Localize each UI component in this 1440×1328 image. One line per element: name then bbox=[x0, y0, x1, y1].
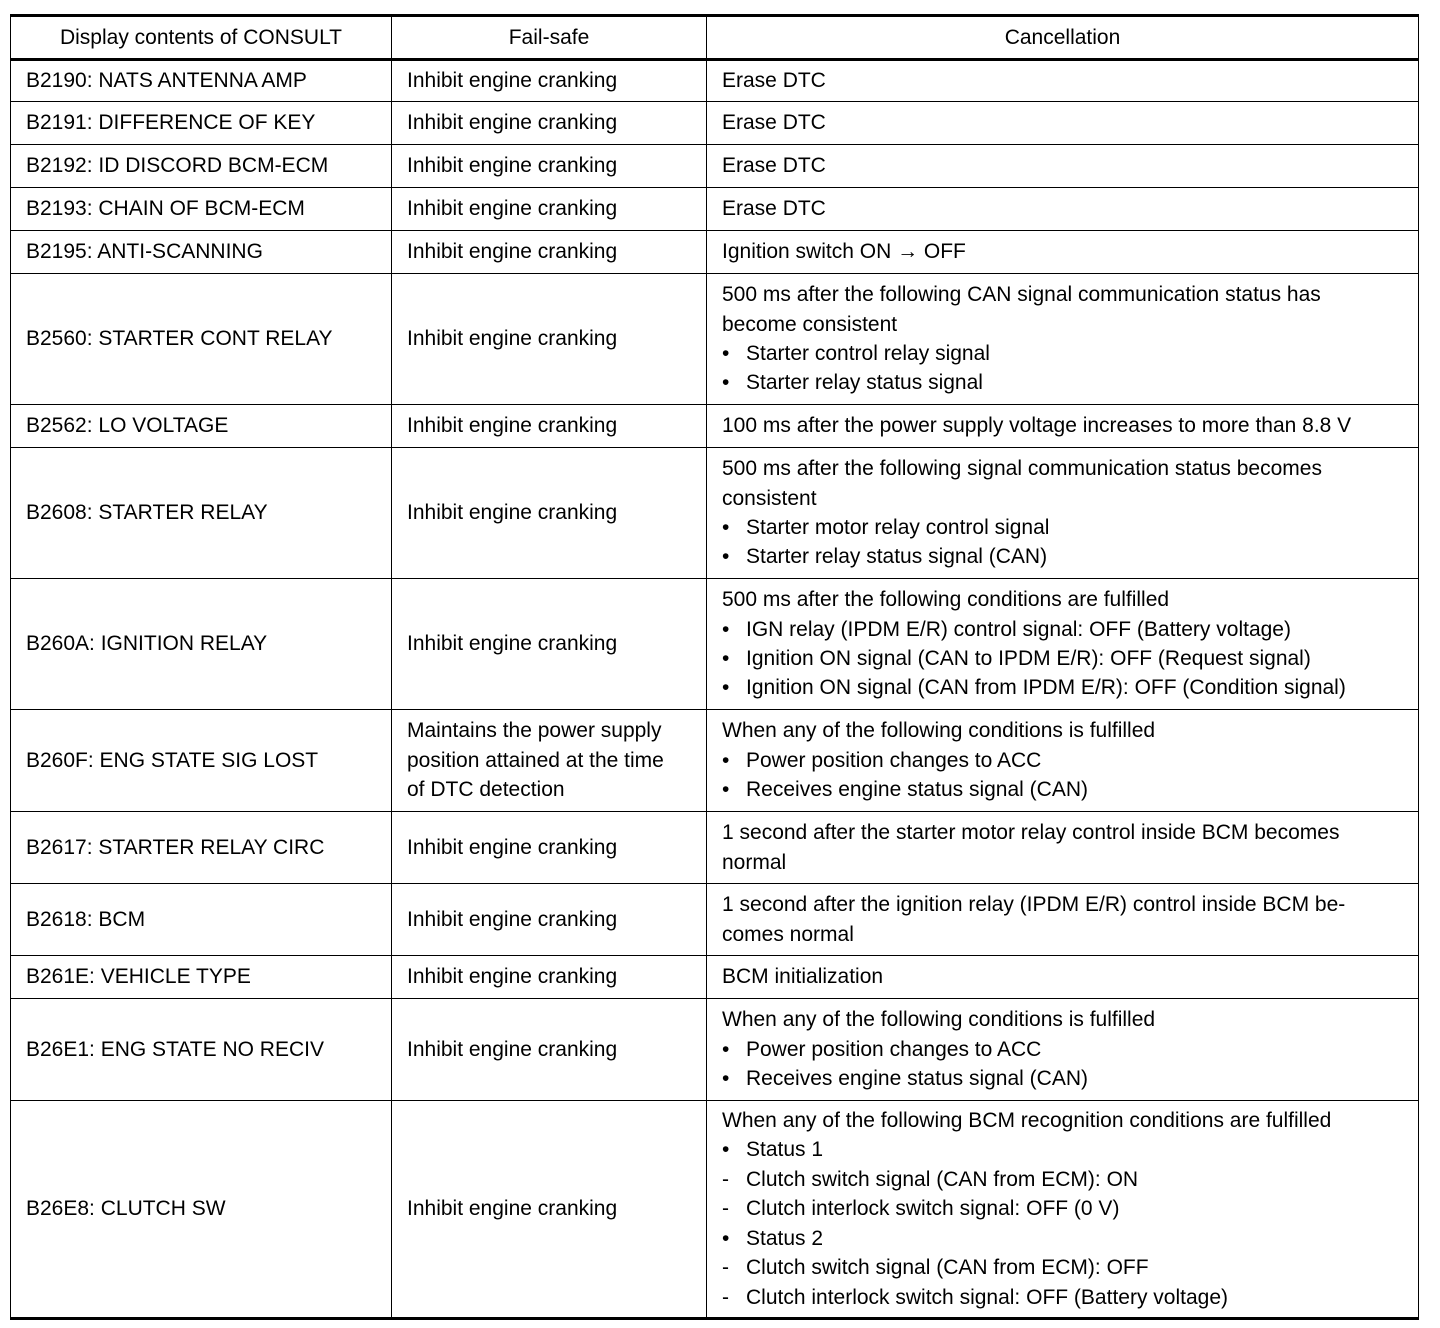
bullet-marker: • bbox=[722, 516, 730, 539]
cancellation-item-text: Starter motor relay control signal bbox=[746, 516, 1050, 539]
bullet-marker: • bbox=[722, 617, 730, 641]
cancellation-list-item bbox=[722, 1035, 1408, 1064]
bullet-marker: • bbox=[722, 676, 730, 700]
cancellation-item-text: Clutch switch signal (CAN from ECM): OFF bbox=[746, 1256, 1149, 1280]
fail-safe-line: Inhibit engine cranking bbox=[407, 965, 618, 989]
fail-safe-cell bbox=[392, 102, 707, 145]
fail-safe-line: of DTC detection bbox=[407, 778, 565, 802]
dash-marker: - bbox=[722, 1285, 729, 1309]
table-row bbox=[11, 579, 1419, 710]
cancellation-cell bbox=[707, 188, 1419, 231]
dtc-code-cell: B260A: IGNITION RELAY bbox=[11, 579, 392, 710]
cancellation-text: 500 ms after the following conditions are fulfilled bbox=[722, 588, 1170, 612]
header-fail-safe: Fail-safe bbox=[392, 16, 707, 60]
table-row bbox=[11, 710, 1419, 812]
bullet-marker: • bbox=[722, 342, 730, 365]
fail-safe-line: Inhibit engine cranking bbox=[407, 835, 618, 859]
cancellation-cell bbox=[707, 956, 1419, 999]
cancellation-list-item bbox=[722, 615, 1408, 644]
fail-safe-line: Inhibit engine cranking bbox=[407, 69, 618, 93]
cancellation-text: When any of the following conditions is fulfilled bbox=[722, 1008, 1156, 1032]
dtc-code-cell: B2191: DIFFERENCE OF KEY bbox=[11, 102, 392, 145]
dash-marker: - bbox=[722, 1256, 729, 1280]
cancellation-text: consistent bbox=[722, 486, 817, 510]
dtc-code-cell: B261E: VEHICLE TYPE bbox=[11, 956, 392, 999]
bullet-marker: • bbox=[722, 545, 730, 569]
cancellation-text: 500 ms after the following signal communication status becomes bbox=[722, 457, 1322, 481]
cancellation-text: When any of the following BCM recognition conditions are fulfilled bbox=[722, 1109, 1332, 1133]
fail-safe-line: Inhibit engine cranking bbox=[407, 501, 618, 525]
table-row bbox=[11, 956, 1419, 999]
cancellation-list-item bbox=[722, 775, 1408, 804]
cancellation-item-text: Receives engine status signal (CAN) bbox=[746, 1067, 1088, 1091]
cancellation-cell bbox=[707, 999, 1419, 1101]
cancellation-item-text: Clutch interlock switch signal: OFF (0 V) bbox=[746, 1197, 1120, 1221]
fail-safe-cell bbox=[392, 710, 707, 812]
cancellation-list-item bbox=[722, 673, 1408, 702]
cancellation-cell bbox=[707, 1101, 1419, 1319]
fail-safe-cell bbox=[392, 60, 707, 102]
dash-marker: - bbox=[722, 1167, 729, 1191]
dtc-code-cell: B2190: NATS ANTENNA AMP bbox=[11, 60, 392, 102]
bullet-marker: • bbox=[722, 1138, 730, 1162]
table-row bbox=[11, 448, 1419, 579]
cancellation-text: Erase DTC bbox=[722, 111, 826, 135]
bullet-marker: • bbox=[722, 371, 730, 395]
dtc-code-cell: B2617: STARTER RELAY CIRC bbox=[11, 812, 392, 884]
cancellation-list-item bbox=[722, 1165, 1408, 1194]
bullet-marker: • bbox=[722, 1067, 730, 1091]
dtc-code-cell: B26E1: ENG STATE NO RECIV bbox=[11, 999, 392, 1101]
fail-safe-cell bbox=[392, 405, 707, 448]
fail-safe-line: Inhibit engine cranking bbox=[407, 1037, 618, 1061]
fail-safe-line: Inhibit engine cranking bbox=[407, 240, 618, 264]
header-cancellation: Cancellation bbox=[707, 16, 1419, 60]
cancellation-cell bbox=[707, 145, 1419, 188]
table-row bbox=[11, 188, 1419, 231]
fail-safe-line: Inhibit engine cranking bbox=[407, 414, 618, 438]
cancellation-text: normal bbox=[722, 850, 787, 874]
bullet-marker: • bbox=[722, 748, 730, 772]
dtc-code-cell: B2560: STARTER CONT RELAY bbox=[11, 274, 392, 405]
cancellation-list-item bbox=[722, 513, 1408, 542]
table-row bbox=[11, 102, 1419, 145]
cancellation-cell bbox=[707, 102, 1419, 145]
fail-safe-line: Maintains the power supply bbox=[407, 719, 662, 743]
table-row bbox=[11, 231, 1419, 274]
cancellation-list-item bbox=[722, 1194, 1408, 1223]
bullet-marker: • bbox=[722, 1226, 730, 1250]
dtc-code-cell: B2195: ANTI-SCANNING bbox=[11, 231, 392, 274]
dtc-code-cell: B2193: CHAIN OF BCM-ECM bbox=[11, 188, 392, 231]
fail-safe-cell bbox=[392, 448, 707, 579]
bullet-marker: • bbox=[722, 647, 730, 670]
cancellation-list-item bbox=[722, 644, 1408, 673]
cancellation-item-text: Power position changes to ACC bbox=[746, 1037, 1042, 1061]
fail-safe-cell bbox=[392, 884, 707, 956]
cancellation-list-item bbox=[722, 746, 1408, 775]
dtc-failsafe-table bbox=[10, 14, 1419, 1320]
header-row bbox=[11, 16, 1419, 60]
fail-safe-line: Inhibit engine cranking bbox=[407, 327, 618, 351]
cancellation-list-item bbox=[722, 1064, 1408, 1093]
cancellation-item-text: Clutch interlock switch signal: OFF (Battery voltage) bbox=[746, 1285, 1228, 1309]
cancellation-cell bbox=[707, 710, 1419, 812]
cancellation-text: Erase DTC bbox=[722, 69, 826, 93]
table-row bbox=[11, 999, 1419, 1101]
cancellation-text: 1 second after the ignition relay (IPDM E/R) control inside BCM be- bbox=[722, 893, 1346, 917]
cancellation-cell bbox=[707, 405, 1419, 448]
cancellation-text: Erase DTC bbox=[722, 197, 826, 221]
fail-safe-line: position attained at the time bbox=[407, 748, 664, 772]
cancellation-list-item bbox=[722, 339, 1408, 368]
table-row bbox=[11, 812, 1419, 884]
cancellation-list-item bbox=[722, 1224, 1408, 1253]
cancellation-item-text: Clutch switch signal (CAN from ECM): ON bbox=[746, 1167, 1139, 1191]
bullet-marker: • bbox=[722, 778, 730, 802]
dtc-code-cell: B2608: STARTER RELAY bbox=[11, 448, 392, 579]
cancellation-cell bbox=[707, 60, 1419, 102]
cancellation-item-text: Starter relay status signal bbox=[746, 371, 983, 395]
fail-safe-cell bbox=[392, 812, 707, 884]
cancellation-text: comes normal bbox=[722, 922, 854, 946]
table-row bbox=[11, 884, 1419, 956]
header-display-contents: Display contents of CONSULT bbox=[11, 16, 392, 60]
cancellation-text: When any of the following conditions is fulfilled bbox=[722, 719, 1156, 743]
fail-safe-cell bbox=[392, 956, 707, 999]
cancellation-cell bbox=[707, 812, 1419, 884]
cancellation-list-item bbox=[722, 542, 1408, 571]
cancellation-text: 500 ms after the following CAN signal communication status has bbox=[722, 283, 1321, 307]
cancellation-item-text: Status 1 bbox=[746, 1138, 824, 1162]
cancellation-text: 100 ms after the power supply voltage increases to more than 8.8 V bbox=[722, 414, 1352, 438]
fail-safe-cell bbox=[392, 145, 707, 188]
table-row bbox=[11, 405, 1419, 448]
fail-safe-line: Inhibit engine cranking bbox=[407, 1197, 618, 1221]
cancellation-cell bbox=[707, 579, 1419, 710]
cancellation-cell bbox=[707, 231, 1419, 274]
table-row bbox=[11, 1101, 1419, 1319]
cancellation-cell bbox=[707, 274, 1419, 405]
fail-safe-cell bbox=[392, 1101, 707, 1319]
table-row bbox=[11, 60, 1419, 102]
table-header bbox=[11, 16, 1419, 60]
dash-marker: - bbox=[722, 1197, 729, 1221]
cancellation-item-text: Status 2 bbox=[746, 1226, 824, 1250]
fail-safe-line: Inhibit engine cranking bbox=[407, 907, 618, 931]
dtc-code-cell: B2192: ID DISCORD BCM-ECM bbox=[11, 145, 392, 188]
fail-safe-cell bbox=[392, 231, 707, 274]
cancellation-item-text: Ignition ON signal (CAN to IPDM E/R): OFF (Request signal) bbox=[746, 647, 1311, 670]
cancellation-text: Erase DTC bbox=[722, 154, 826, 178]
fail-safe-line: Inhibit engine cranking bbox=[407, 154, 618, 178]
cancellation-item-text: Starter relay status signal (CAN) bbox=[746, 545, 1048, 569]
cancellation-cell bbox=[707, 448, 1419, 579]
cancellation-list-item bbox=[722, 368, 1408, 397]
fail-safe-line: Inhibit engine cranking bbox=[407, 632, 618, 656]
cancellation-text: become consistent bbox=[722, 312, 898, 336]
cancellation-text: 1 second after the starter motor relay control inside BCM becomes bbox=[722, 821, 1340, 845]
cancellation-text: BCM initialization bbox=[722, 965, 884, 989]
bullet-marker: • bbox=[722, 1037, 730, 1061]
dtc-code-cell: B26E8: CLUTCH SW bbox=[11, 1101, 392, 1319]
cancellation-item-text: Power position changes to ACC bbox=[746, 748, 1042, 772]
dtc-code-cell: B260F: ENG STATE SIG LOST bbox=[11, 710, 392, 812]
fail-safe-line: Inhibit engine cranking bbox=[407, 197, 618, 221]
fail-safe-cell bbox=[392, 274, 707, 405]
cancellation-text: Ignition switch ON → OFF bbox=[722, 240, 966, 264]
fail-safe-cell bbox=[392, 579, 707, 710]
cancellation-item-text: IGN relay (IPDM E/R) control signal: OFF (Battery voltage) bbox=[746, 617, 1291, 641]
cancellation-list-item bbox=[722, 1283, 1408, 1312]
table-row bbox=[11, 145, 1419, 188]
table-row bbox=[11, 274, 1419, 405]
table-body bbox=[11, 60, 1419, 1319]
fail-safe-line: Inhibit engine cranking bbox=[407, 111, 618, 135]
cancellation-cell bbox=[707, 884, 1419, 956]
dtc-code-cell: B2618: BCM bbox=[11, 884, 392, 956]
fail-safe-cell bbox=[392, 188, 707, 231]
cancellation-item-text: Receives engine status signal (CAN) bbox=[746, 778, 1088, 802]
fail-safe-cell bbox=[392, 999, 707, 1101]
cancellation-list-item bbox=[722, 1253, 1408, 1282]
cancellation-list-item bbox=[722, 1135, 1408, 1164]
cancellation-item-text: Ignition ON signal (CAN from IPDM E/R): OFF (Condition signal) bbox=[746, 676, 1346, 700]
dtc-code-cell: B2562: LO VOLTAGE bbox=[11, 405, 392, 448]
cancellation-item-text: Starter control relay signal bbox=[746, 342, 990, 365]
